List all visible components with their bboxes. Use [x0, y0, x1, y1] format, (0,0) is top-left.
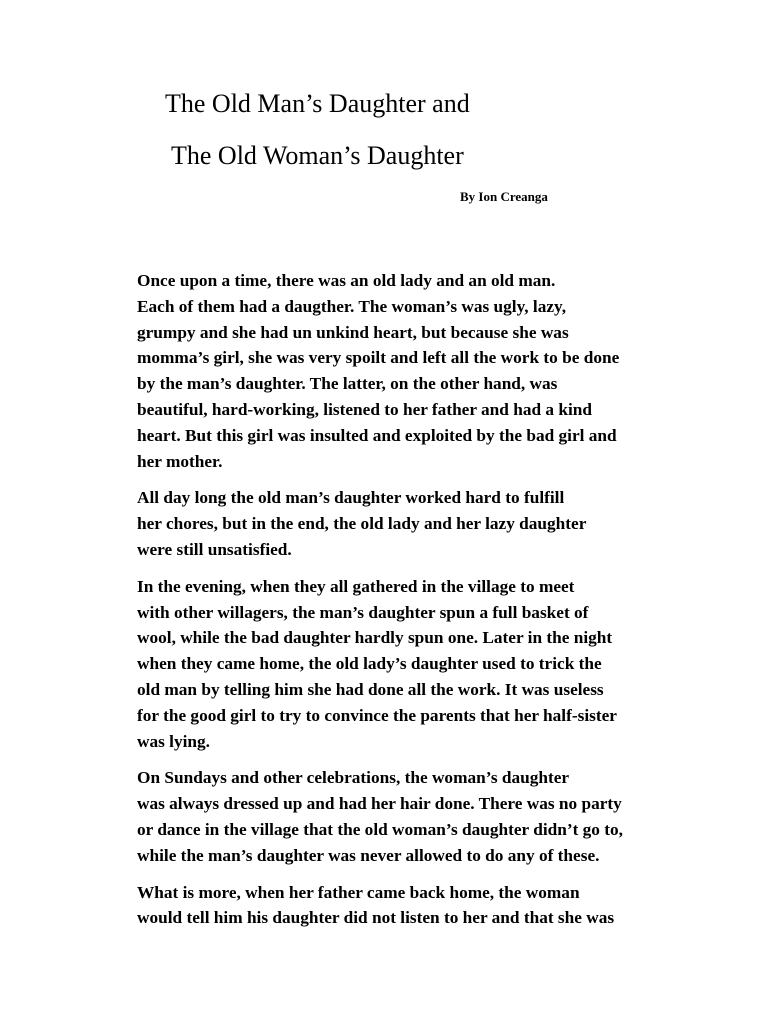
text-line: her chores, but in the end, the old lady and her lazy daughter [137, 514, 587, 534]
paragraph-2 [91, 485, 691, 562]
text-line: by the man’s daughter. The latter, on the other hand, was [137, 374, 558, 394]
author-byline: By Ion Creanga [460, 189, 548, 204]
title-line-2: The Old Woman’s Daughter [171, 141, 464, 170]
text-line: old man by telling him she had done all the work. It was useless [137, 679, 604, 699]
text-line: was always dressed up and had her hair done. There was no party [137, 794, 622, 814]
text-line: when they came home, the old lady’s daughter used to trick the [137, 654, 602, 674]
text-line: wool, while the bad daughter hardly spun one. Later in the night [137, 628, 613, 648]
text-line: In the evening, when they all gathered in the village to meet [137, 576, 575, 596]
text-line: for the good girl to try to convince the parents that her half-sister [137, 705, 617, 725]
text-line: with other willagers, the man’s daughter spun a full basket of [137, 602, 589, 622]
paragraph-4 [91, 765, 691, 868]
text-line: would tell him his daughter did not listen to her and that she was [137, 908, 615, 928]
text-line: grumpy and she had un unkind heart, but because she was [137, 322, 569, 342]
paragraph-1 [91, 268, 691, 474]
text-line: her mother. [137, 451, 223, 471]
text-line: All day long the old man’s daughter worked hard to fulfill [137, 488, 565, 508]
text-line: were still unsatisfied. [137, 539, 292, 559]
text-line: Each of them had a daugther. The woman’s was ugly, lazy, [137, 296, 567, 316]
paragraph-3 [91, 574, 691, 755]
text-line: momma’s girl, she was very spoilt and left all the work to be done [137, 348, 620, 368]
text-line: while the man’s daughter was never allowed to do any of these. [137, 845, 600, 865]
story-body [91, 268, 691, 942]
title-line-1: The Old Man’s Daughter and [165, 89, 470, 118]
paragraph-5 [91, 880, 691, 932]
text-line: heart. But this girl was insulted and exploited by the bad girl and [137, 425, 617, 445]
text-line: or dance in the village that the old woman’s daughter didn’t go to, [137, 819, 623, 839]
text-line: Once upon a time, there was an old lady and an old man. [137, 271, 556, 290]
text-line: was lying. [137, 731, 210, 751]
text-line: What is more, when her father came back home, the woman [137, 882, 580, 902]
text-line: beautiful, hard-working, listened to her father and had a kind [137, 399, 592, 419]
text-line: On Sundays and other celebrations, the woman’s daughter [137, 768, 570, 788]
